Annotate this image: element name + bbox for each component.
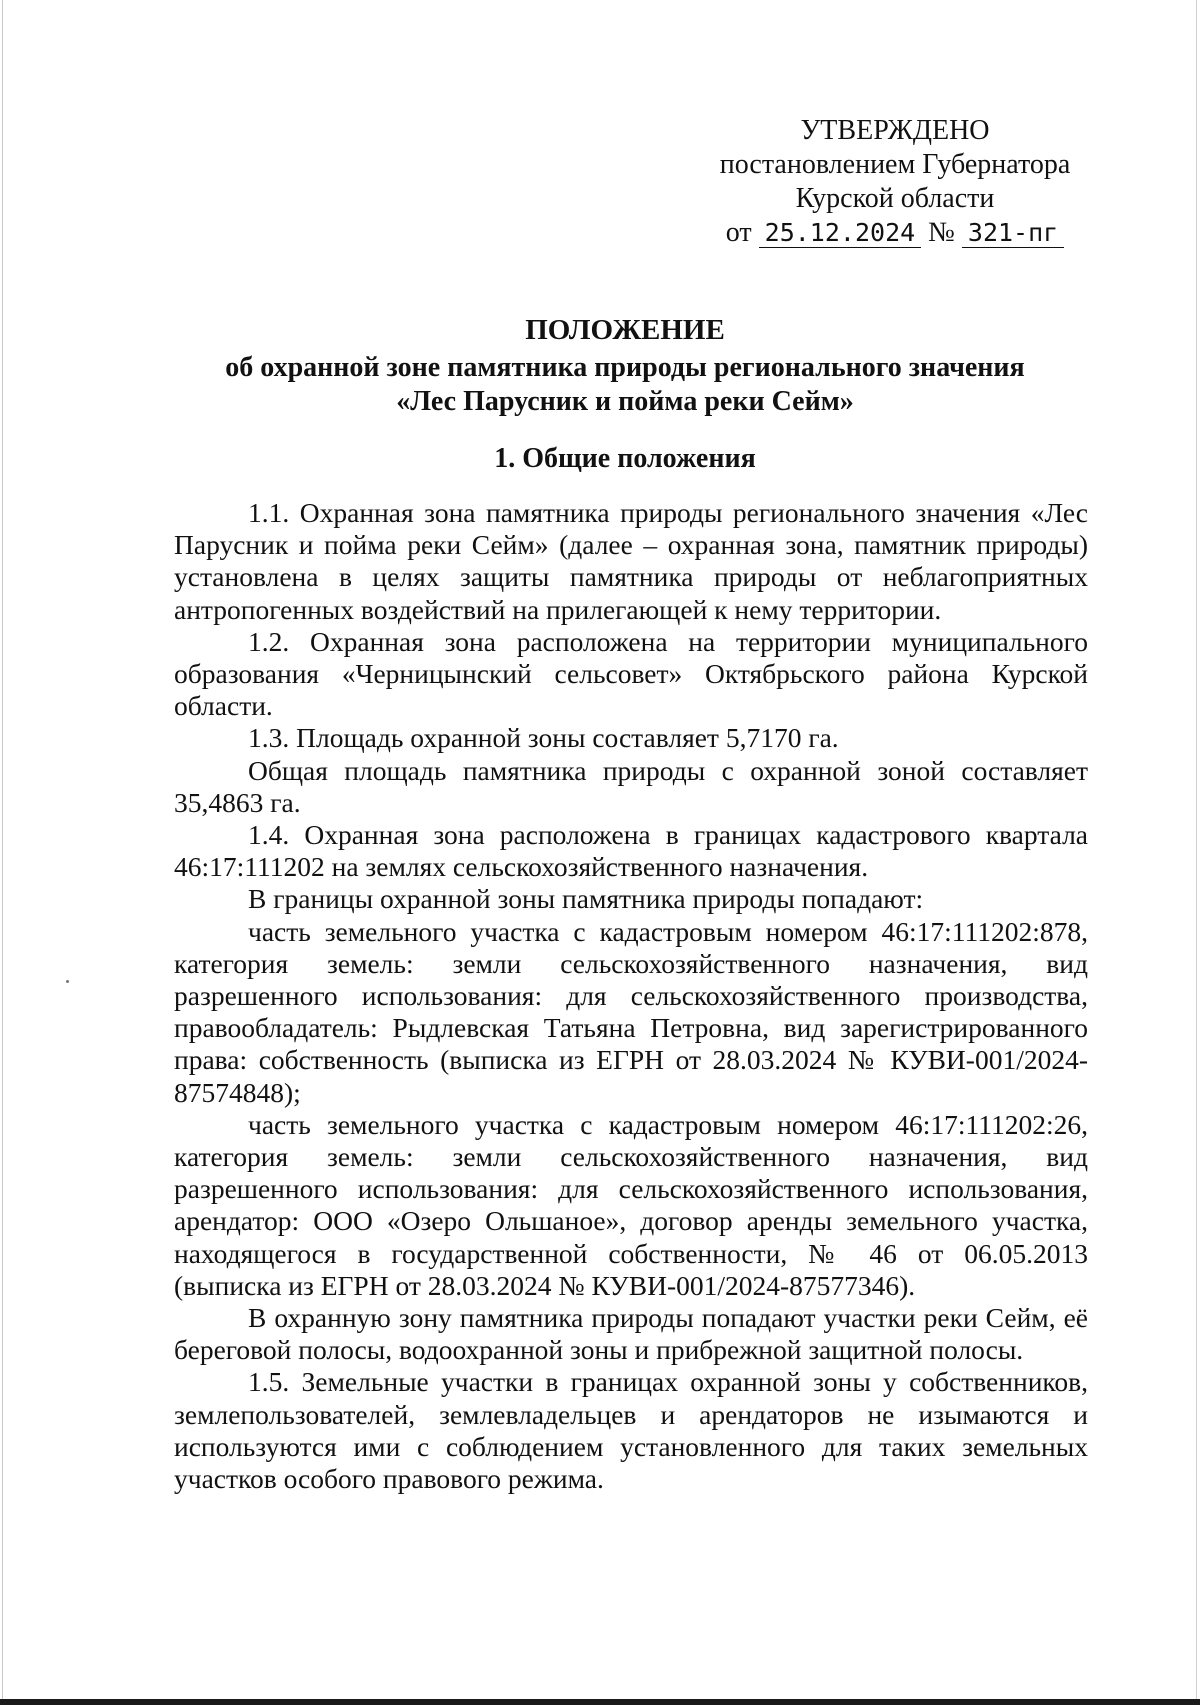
approval-authority: постановлением Губернатора: [719, 149, 1071, 180]
paragraph: 1.5. Земельные участки в границах охранной зоны у собственников, землепользователей, землевладельцев и арендаторов не изымаются и используются ими с соблюдением установленного для таких земельных участков особого правового режима.: [174, 1366, 1088, 1495]
paragraph: 1.2. Охранная зона расположена на территории муниципального образования «Черницынский сельсовет» Октябрьского района Курской области.: [174, 625, 1088, 722]
approval-region: Курской области: [795, 183, 995, 214]
paragraph: В границы охранной зоны памятника природы попадают:: [248, 883, 924, 915]
section-title: 1. Общие положения: [494, 443, 756, 474]
document-subtitle-line1: об охранной зоне памятника природы регионального значения: [225, 352, 1025, 383]
paragraph: Общая площадь памятника природы с охранной зоной составляет 35,4863 га.: [174, 754, 1088, 818]
scan-edge-left: [2, 0, 3, 1705]
scan-speck: [66, 980, 69, 983]
document-title: ПОЛОЖЕНИЕ: [525, 314, 725, 346]
paragraph: 1.4. Охранная зона расположена в границах кадастрового квартала 46:17:111202 на землях сельскохозяйственного назначения.: [174, 819, 1088, 883]
scan-edge-right: [1196, 0, 1197, 1705]
approval-stamp: [680, 114, 1110, 250]
approval-date-prefix: от: [725, 217, 752, 248]
approval-number-prefix: №: [928, 217, 955, 248]
section-body: [174, 497, 1088, 1495]
approval-heading: УТВЕРЖДЕНО: [800, 115, 990, 146]
scan-edge-bottom: [0, 1699, 1200, 1705]
document-subtitle-line2: «Лес Парусник и пойма реки Сейм»: [396, 386, 854, 417]
paragraph: 1.1. Охранная зона памятника природы регионального значения «Лес Парусник и пойма реки Сейм» (далее – охранная зона, памятник природы) установлена в целях защиты памятника природы от неблагоприятных антропогенных воздействий на прилегающей к нему территории.: [174, 497, 1088, 625]
approval-number-value: 321-пг: [962, 218, 1064, 248]
document-subtitle: [170, 351, 1080, 419]
paragraph: 1.3. Площадь охранной зоны составляет 5,7170 га.: [248, 722, 839, 754]
paragraph: В охранную зону памятника природы попадают участки реки Сейм, её береговой полосы, водоохранной зоны и прибрежной защитной полосы.: [174, 1302, 1088, 1366]
paragraph: часть земельного участка с кадастровым номером 46:17:111202:878, категория земель: земли сельскохозяйственного назначения, вид разрешенного использования: для сельскохозяйственного производства, правообладатель: Рыдлевская Татьяна Петровна, вид зарегистрированного права: собственность (выписка из ЕГРН от 28.03.2024 № КУВИ-001/2024-87574848);: [174, 915, 1088, 1108]
approval-date-line: [680, 216, 1110, 250]
paragraph: часть земельного участка с кадастровым номером 46:17:111202:26, категория земель: земли сельскохозяйственного назначения, вид разрешенного использования: для сельскохозяйственного использования, арендатор: ООО «Озеро Ольшаное», договор аренды земельного участка, находящегося в государственной собственности, № 46 от 06.05.2013 (выписка из ЕГРН от 28.03.2024 № КУВИ-001/2024-87577346).: [174, 1108, 1088, 1301]
approval-date-value: 25.12.2024: [759, 218, 922, 248]
